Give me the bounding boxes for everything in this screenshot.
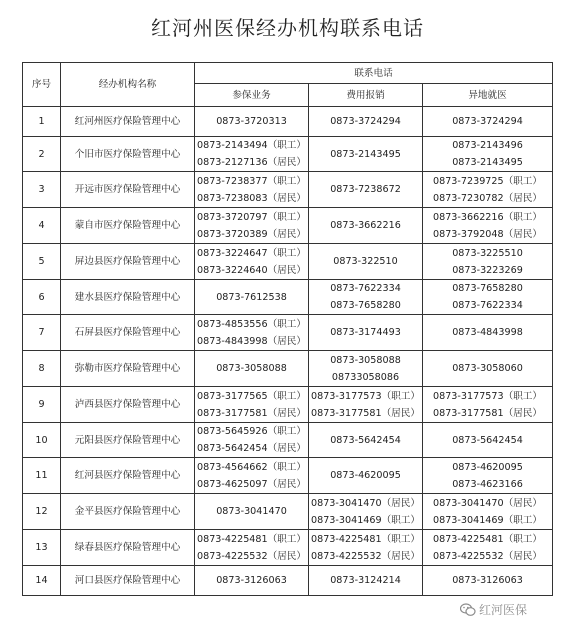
row-index: 13: [23, 530, 61, 566]
phone-number: 0873-4225481（职工）: [311, 533, 420, 545]
phone-number: 0873-4620095: [330, 470, 401, 481]
phone-number: 0873-7658280: [330, 300, 401, 311]
insurance-phone-cell: [195, 137, 309, 172]
reimbursement-phone-cell: [309, 494, 423, 530]
phone-number: 0873-3720389（居民）: [197, 228, 306, 240]
row-index: 8: [23, 351, 61, 387]
phone-number: 0873-7238377（职工）: [197, 175, 306, 187]
remote-phone-cell: [423, 137, 553, 172]
org-name: 石屏县医疗保险管理中心: [61, 315, 195, 351]
table-row: [23, 244, 553, 280]
watermark: [460, 601, 527, 618]
phone-number: 0873-2143495: [452, 157, 523, 168]
phone-number: 0873-3223269: [452, 264, 523, 276]
phone-number: 0873-7238672: [330, 184, 401, 195]
row-index: 4: [23, 208, 61, 244]
insurance-phone-cell: [195, 566, 309, 596]
org-name: 红河州医疗保险管理中心: [61, 107, 195, 137]
phone-number: 0873-3662216（职工）: [433, 211, 542, 223]
reimbursement-phone-cell: [309, 172, 423, 208]
remote-phone-cell: [423, 315, 553, 351]
phone-number: 0873-322510: [333, 256, 398, 267]
phone-number: 0873-4564662（职工）: [197, 461, 306, 473]
phone-number: 0873-3224640（居民）: [197, 264, 306, 276]
phone-number: 0873-2143496: [452, 140, 523, 151]
phone-number: 0873-2143495: [330, 148, 401, 160]
remote-phone-cell: [423, 351, 553, 387]
reimbursement-phone-cell: [309, 530, 423, 566]
table-row: [23, 351, 553, 387]
phone-number: 0873-7230782（居民）: [433, 192, 542, 204]
phone-number: 0873-5642454: [452, 434, 523, 446]
org-name: 建水县医疗保险管理中心: [61, 280, 195, 315]
insurance-phone-cell: [195, 208, 309, 244]
remote-phone-cell: [423, 107, 553, 137]
table-row: [23, 566, 553, 596]
table-row: [23, 172, 553, 208]
header-name: 经办机构名称: [61, 63, 195, 107]
row-index: 11: [23, 458, 61, 494]
insurance-phone-cell: [195, 351, 309, 387]
phone-number: 0873-3124214: [330, 575, 401, 586]
phone-number: 0873-3058088: [330, 354, 401, 366]
phone-number: 0873-2143494（职工）: [197, 140, 306, 151]
org-name: 红河县医疗保险管理中心: [61, 458, 195, 494]
remote-phone-cell: [423, 387, 553, 423]
phone-number: 0873-7622334: [452, 300, 523, 311]
org-name: 元阳县医疗保险管理中心: [61, 423, 195, 458]
phone-number: 0873-7238083（居民）: [197, 192, 306, 204]
remote-phone-cell: [423, 530, 553, 566]
row-index: 5: [23, 244, 61, 280]
phone-number: 0873-3177573（职工）: [311, 390, 420, 402]
phone-number: 0873-3792048（居民）: [433, 228, 542, 240]
phone-number: 0873-5642454: [330, 434, 401, 446]
table-row: [23, 423, 553, 458]
phone-number: 0873-3720797（职工）: [197, 211, 306, 223]
reimbursement-phone-cell: [309, 423, 423, 458]
insurance-phone-cell: [195, 423, 309, 458]
phone-number: 0873-3177581（居民）: [433, 407, 542, 419]
phone-number: 0873-4225532（居民）: [311, 550, 420, 562]
table-row: [23, 280, 553, 315]
row-index: 9: [23, 387, 61, 423]
phone-number: 0873-7239725（职工）: [433, 175, 542, 187]
phone-number: 0873-5642454（居民）: [197, 443, 306, 454]
insurance-phone-cell: [195, 172, 309, 208]
phone-number: 0873-7612538: [216, 291, 287, 303]
org-name: 屏边县医疗保险管理中心: [61, 244, 195, 280]
phone-number: 0873-3126063: [452, 575, 523, 586]
reimbursement-phone-cell: [309, 208, 423, 244]
phone-number: 0873-3177565（职工）: [197, 390, 306, 402]
reimbursement-phone-cell: [309, 387, 423, 423]
phone-number: 0873-3224647（职工）: [197, 247, 306, 259]
row-index: 3: [23, 172, 61, 208]
table-row: [23, 458, 553, 494]
phone-number: 0873-3177573（职工）: [433, 390, 542, 402]
reimbursement-phone-cell: [309, 351, 423, 387]
phone-number: 0873-7622334: [330, 283, 401, 294]
header-insurance: 参保业务: [195, 84, 309, 107]
row-index: 10: [23, 423, 61, 458]
remote-phone-cell: [423, 494, 553, 530]
remote-phone-cell: [423, 280, 553, 315]
org-name: 河口县医疗保险管理中心: [61, 566, 195, 596]
insurance-phone-cell: [195, 387, 309, 423]
phone-number: 0873-4843998（居民）: [197, 335, 306, 347]
phone-number: 0873-3041469（职工）: [433, 514, 542, 526]
header-remote: 异地就医: [423, 84, 553, 107]
reimbursement-phone-cell: [309, 566, 423, 596]
org-name: 弥勒市医疗保险管理中心: [61, 351, 195, 387]
remote-phone-cell: [423, 458, 553, 494]
reimbursement-phone-cell: [309, 137, 423, 172]
table-row: [23, 208, 553, 244]
phone-number: 0873-4620095: [452, 461, 523, 473]
phone-number: 0873-3724294: [452, 116, 523, 127]
table-row: [23, 107, 553, 137]
row-index: 12: [23, 494, 61, 530]
phone-number: 0873-4843998: [452, 327, 523, 338]
insurance-phone-cell: [195, 280, 309, 315]
phone-number: 0873-4225481（职工）: [433, 533, 542, 545]
org-name: 泸西县医疗保险管理中心: [61, 387, 195, 423]
table-row: [23, 137, 553, 172]
phone-number: 0873-3041470（居民）: [433, 497, 542, 509]
phone-number: 08733058086: [331, 371, 400, 383]
org-name: 金平县医疗保险管理中心: [61, 494, 195, 530]
reimbursement-phone-cell: [309, 315, 423, 351]
insurance-phone-cell: [195, 530, 309, 566]
remote-phone-cell: [423, 566, 553, 596]
phone-number: 0873-3724294: [330, 116, 401, 127]
table-row: [23, 530, 553, 566]
phone-number: 0873-4853556（职工）: [197, 318, 306, 330]
insurance-phone-cell: [195, 315, 309, 351]
phone-number: 0873-3662216: [330, 220, 401, 231]
phone-number: 0873-2127136（居民）: [197, 157, 306, 168]
reimbursement-phone-cell: [309, 107, 423, 137]
reimbursement-phone-cell: [309, 458, 423, 494]
phone-number: 0873-3041469（职工）: [311, 514, 420, 526]
phone-number: 0873-3058088: [216, 363, 287, 374]
remote-phone-cell: [423, 423, 553, 458]
phone-number: 0873-3225510: [452, 247, 523, 259]
row-index: 6: [23, 280, 61, 315]
org-name: 个旧市医疗保险管理中心: [61, 137, 195, 172]
row-index: 1: [23, 107, 61, 137]
phone-number: 0873-3041470（居民）: [311, 497, 420, 509]
phone-number: 0873-3126063: [216, 575, 287, 586]
phone-number: 0873-3174493: [330, 327, 401, 338]
phone-number: 0873-4225481（职工）: [197, 533, 306, 545]
phone-number: 0873-3177581（居民）: [197, 407, 306, 419]
phone-number: 0873-3058060: [452, 363, 523, 374]
reimbursement-phone-cell: [309, 244, 423, 280]
contacts-table: [22, 62, 553, 596]
org-name: 开远市医疗保险管理中心: [61, 172, 195, 208]
table-row: [23, 387, 553, 423]
phone-number: 0873-4623166: [452, 478, 523, 490]
table-row: [23, 315, 553, 351]
org-name: 蒙自市医疗保险管理中心: [61, 208, 195, 244]
header-contact-group: 联系电话: [195, 63, 553, 84]
phone-number: 0873-3177581（居民）: [311, 407, 420, 419]
org-name: 绿春县医疗保险管理中心: [61, 530, 195, 566]
phone-number: 0873-3041470: [216, 506, 287, 517]
insurance-phone-cell: [195, 107, 309, 137]
reimbursement-phone-cell: [309, 280, 423, 315]
watermark-text: 红河医保: [479, 603, 528, 617]
insurance-phone-cell: [195, 458, 309, 494]
phone-number: 0873-7658280: [452, 283, 523, 294]
row-index: 2: [23, 137, 61, 172]
header-reimbursement: 费用报销: [309, 84, 423, 107]
table-row: [23, 494, 553, 530]
row-index: 14: [23, 566, 61, 596]
remote-phone-cell: [423, 172, 553, 208]
insurance-phone-cell: [195, 494, 309, 530]
insurance-phone-cell: [195, 244, 309, 280]
phone-number: 0873-4225532（居民）: [433, 550, 542, 562]
phone-number: 0873-3720313: [216, 116, 287, 127]
page-title: 红河州医保经办机构联系电话: [151, 16, 424, 40]
phone-number: 0873-4225532（居民）: [197, 550, 306, 562]
remote-phone-cell: [423, 244, 553, 280]
row-index: 7: [23, 315, 61, 351]
remote-phone-cell: [423, 208, 553, 244]
header-index: 序号: [23, 63, 61, 107]
wechat-icon: [460, 603, 476, 617]
phone-number: 0873-4625097（居民）: [197, 478, 306, 490]
phone-number: 0873-5645926（职工）: [197, 426, 306, 437]
